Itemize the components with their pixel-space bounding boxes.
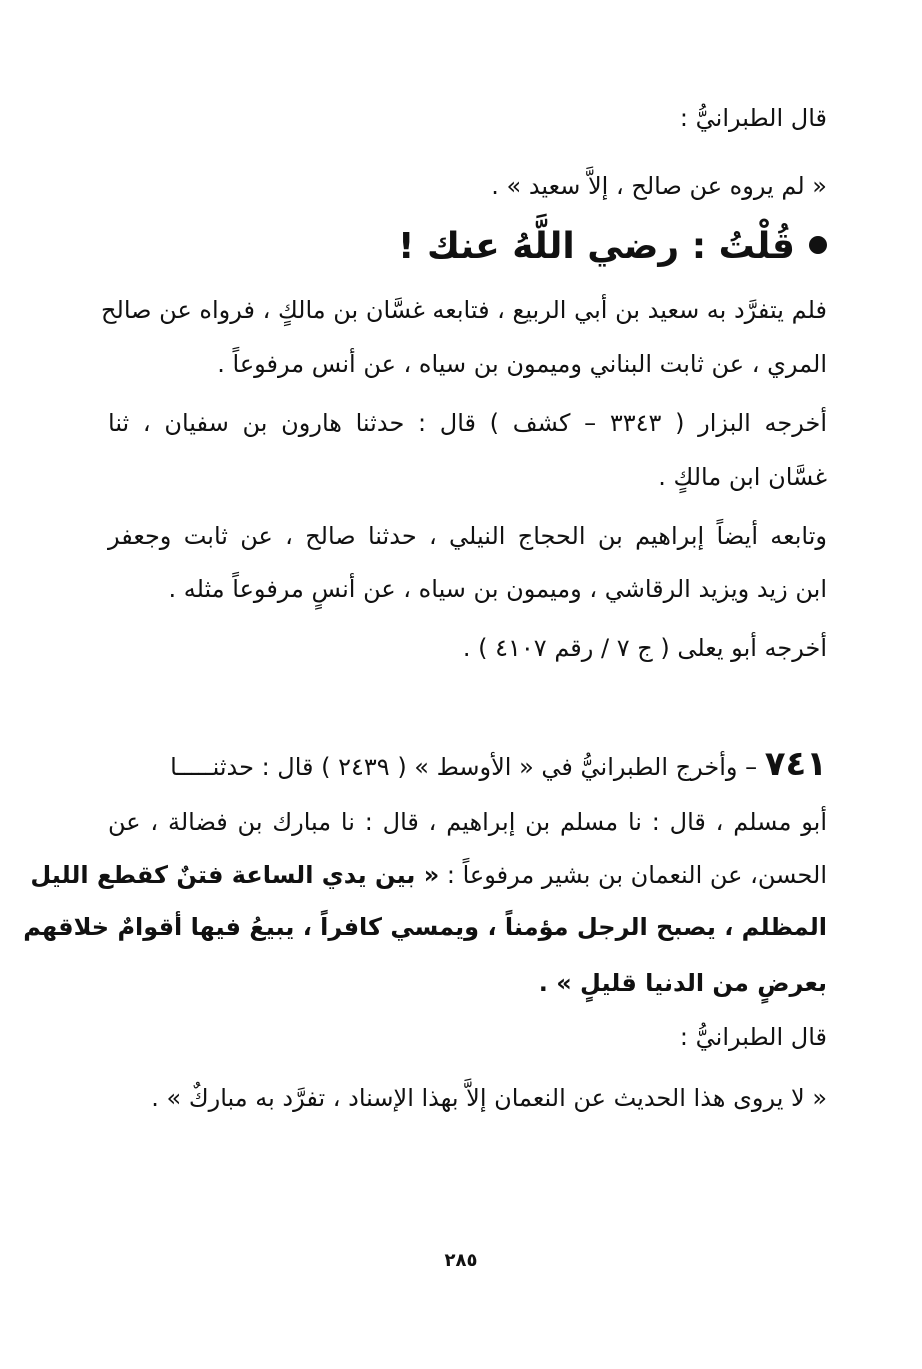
- text-line: قال الطبرانيُّ :: [679, 1023, 827, 1051]
- section-heading: [398, 222, 827, 272]
- hadith-text-bold: « بين يدي الساعة فتنٌ كقطع الليل: [30, 861, 440, 889]
- text-line: أبو مسلم ، قال : نا مسلم بن إبراهيم ، قال : نا مبارك بن فضالة ، عن: [108, 808, 827, 836]
- bullet-icon: [809, 236, 827, 254]
- text-line: ابن زيد ويزيد الرقاشي ، وميمون بن سياه ، عن أنسٍ مرفوعاً مثله .: [168, 575, 827, 603]
- heading-text: قُلْتُ : رضي اللَّهُ عنك !: [398, 226, 795, 267]
- text-line: « لم يروه عن صالح ، إلاَّ سعيد » .: [491, 172, 827, 200]
- hadith-header-text: – وأخرج الطبرانيُّ في « الأوسط » ( ٢٤٣٩ ) قال : حدثنـــــا: [170, 753, 758, 781]
- text-line: قال الطبرانيُّ :: [679, 104, 827, 132]
- hadith-text-bold: بعرضٍ من الدنيا قليلٍ » .: [538, 969, 827, 997]
- text-line: فلم يتفرَّد به سعيد بن أبي الربيع ، فتابعه غسَّان بن مالكٍ ، فرواه عن صالح: [101, 296, 827, 324]
- hadith-header-line: [170, 744, 827, 787]
- text-line: أخرجه البزار ( ٣٣٤٣ – كشف ) قال : حدثنا هارون بن سفيان ، ثنا: [108, 409, 827, 437]
- text-line: أخرجه أبو يعلى ( ج ٧ / رقم ٤١٠٧ ) .: [462, 634, 827, 662]
- text-line: وتابعه أيضاً إبراهيم بن الحجاج النيلي ، حدثنا صالح ، عن ثابت وجعفر: [108, 522, 827, 550]
- hadith-text-bold: المظلم ، يصبح الرجل مؤمناً ، ويمسي كافراً ، يبيعُ فيها أقوامٌ خلاقهم: [23, 913, 827, 941]
- text-line: غسَّان ابن مالكٍ .: [658, 463, 827, 491]
- hadith-number: ٧٤١: [764, 744, 827, 784]
- text-line: [30, 855, 827, 895]
- page-number: ٢٨٥: [444, 1250, 478, 1271]
- text-line: « لا يروى هذا الحديث عن النعمان إلاَّ بهذا الإسناد ، تفرَّد به مباركٌ » .: [151, 1084, 827, 1112]
- text-segment: الحسن، عن النعمان بن بشير مرفوعاً :: [446, 861, 827, 889]
- text-line: المري ، عن ثابت البناني وميمون بن سياه ، عن أنس مرفوعاً .: [217, 350, 827, 378]
